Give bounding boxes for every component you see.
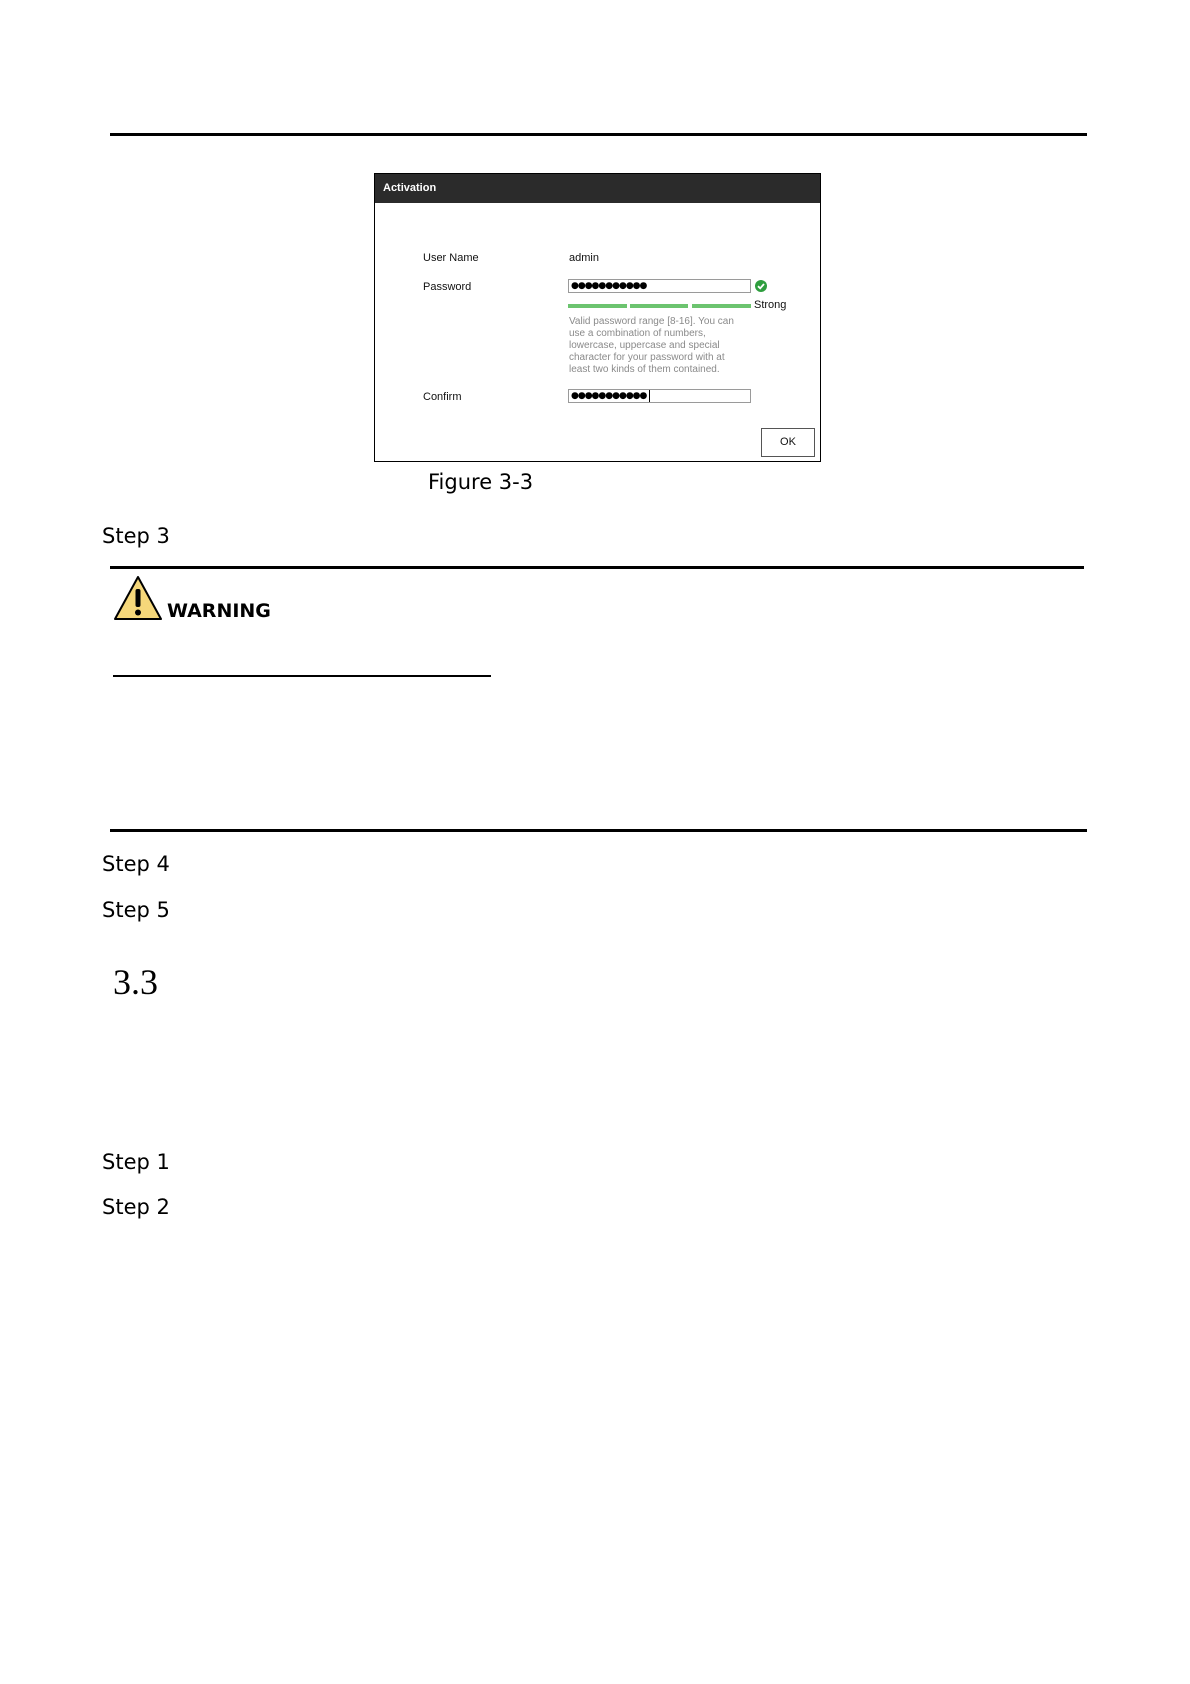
user-name-label: User Name (423, 252, 479, 264)
check-circle-icon (755, 280, 767, 292)
top-divider (110, 133, 1087, 136)
confirm-input[interactable]: ●●●●●●●●●●● (568, 389, 751, 403)
step-2-label: Step 2 (102, 1195, 170, 1219)
dialog-title: Activation (375, 174, 820, 203)
strength-text: Strong (754, 299, 787, 311)
step-3-label: Step 3 (102, 524, 170, 548)
text-cursor (649, 390, 650, 402)
step-5-label: Step 5 (102, 898, 170, 922)
ok-button[interactable]: OK (761, 428, 815, 457)
confirm-label: Confirm (423, 391, 462, 403)
figure-caption: Figure 3-3 (428, 470, 534, 494)
password-label: Password (423, 281, 472, 293)
user-name-value: admin (569, 252, 599, 264)
warning-bottom-divider (110, 829, 1087, 832)
strength-bar-segment (692, 304, 751, 308)
warning-underline (113, 675, 491, 677)
strength-bar-segment (630, 304, 688, 308)
password-input[interactable]: ●●●●●●●●●●● (568, 279, 751, 293)
warning-top-divider (110, 566, 1084, 569)
step-1-label: Step 1 (102, 1150, 170, 1174)
activation-dialog (374, 173, 821, 462)
password-hint: Valid password range [8-16]. You can use a combination of numbers, lowercase, uppercase and special character for your password with at least two kinds of them contained. (569, 316, 734, 375)
step-4-label: Step 4 (102, 852, 170, 876)
section-number: 3.3 (113, 962, 158, 1002)
warning-triangle-icon (113, 575, 163, 621)
warning-label: WARNING (167, 600, 271, 622)
strength-bar-segment (568, 304, 627, 308)
